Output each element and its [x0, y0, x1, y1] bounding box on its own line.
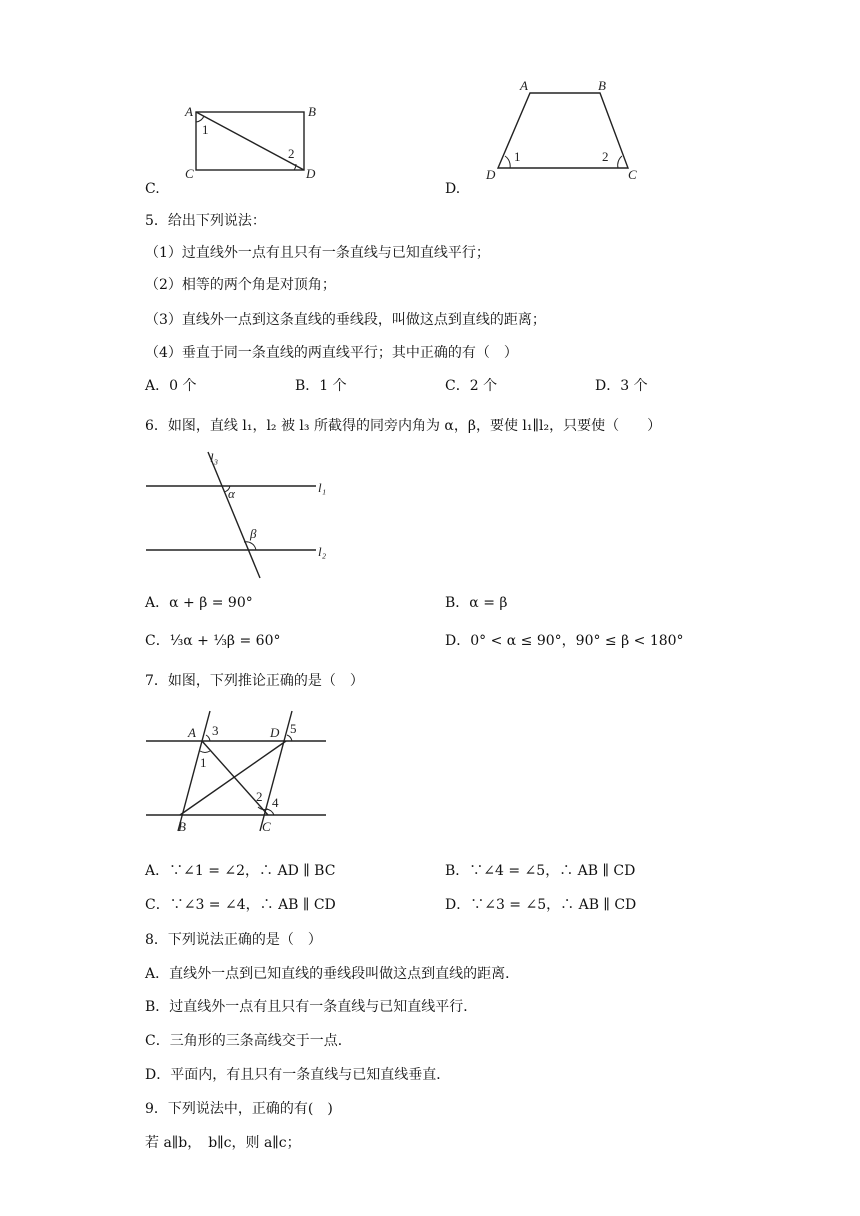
fig-d-b: B [598, 78, 606, 93]
fig7-angle-4: 4 [272, 795, 279, 810]
q6-option-c: C．⅓α + ⅓β = 60° [145, 633, 281, 649]
fig-c-d: D [306, 166, 316, 181]
fig-c-a: A [185, 104, 193, 119]
q5-option-c: C．2 个 [445, 378, 498, 394]
fig-c-c: C [185, 166, 194, 181]
fig7-angle-1: 1 [200, 755, 207, 770]
fig7-d: D [270, 725, 280, 740]
q8-option-a: A．直线外一点到已知直线的垂线段叫做这点到直线的距离． [145, 966, 520, 982]
fig6-l2: l₂ [318, 544, 327, 559]
option-d-label: D. [445, 181, 461, 197]
fig7-a: A [188, 725, 196, 740]
trapezoid-figure [480, 78, 650, 186]
q9-stem: 9．下列说法中，正确的有( ) [145, 1101, 333, 1117]
q5-stem: 5．给出下列说法： [145, 213, 266, 229]
q5-item-3: （3）直线外一点到这条直线的垂线段，叫做这点到直线的距离； [145, 312, 546, 328]
fig-c-b: B [308, 104, 316, 119]
fig7-c: C [262, 819, 271, 834]
fig-c-angle-2: 2 [288, 146, 295, 161]
fig6-l3: l₃ [210, 450, 219, 465]
fig-d-angle-2: 2 [602, 149, 609, 164]
q7-option-c: C．∵∠3 = ∠4，∴ AB ∥ CD [145, 897, 336, 913]
q8-option-c: C．三角形的三条高线交于一点． [145, 1033, 352, 1049]
fig-d-a: A [520, 78, 528, 93]
q5-option-b: B．1 个 [295, 378, 347, 394]
q6-option-b: B．α = β [445, 595, 508, 611]
q8-option-d: D．平面内，有且只有一条直线与已知直线垂直． [145, 1067, 451, 1083]
fig7-angle-3: 3 [212, 723, 219, 738]
q9-line-1: 若 a∥b， b∥c，则 a∥c； [145, 1135, 301, 1151]
fig7-angle-5: 5 [290, 721, 297, 736]
q5-option-a: A．0 个 [145, 378, 197, 394]
q5-item-1: （1）过直线外一点有且只有一条直线与已知直线平行； [145, 245, 490, 261]
q6-option-d: D．0° < α ≤ 90°，90° ≤ β < 180° [445, 633, 684, 649]
fig7-b: B [178, 819, 186, 834]
q5-item-2: （2）相等的两个角是对顶角； [145, 277, 336, 293]
q8-option-b: B．过直线外一点有且只有一条直线与已知直线平行． [145, 999, 478, 1015]
q5-option-d: D．3 个 [595, 378, 648, 394]
fig7-angle-2: 2 [256, 789, 263, 804]
option-c-label: C. [145, 181, 160, 197]
q7-option-a: A．∵∠1 = ∠2，∴ AD ∥ BC [145, 863, 336, 879]
q7-stem: 7．如图，下列推论正确的是（ ） [145, 673, 364, 689]
fig6-alpha: α [228, 486, 235, 501]
fig-d-c: C [628, 167, 637, 182]
rectangle-figure [182, 100, 322, 185]
q6-stem: 6．如图，直线 l₁，l₂ 被 l₃ 所截得的同旁内角为 α，β，要使 l₁∥l₂，只要使（ ） [145, 418, 662, 434]
fig-d-angle-1: 1 [514, 149, 521, 164]
fig6-l1: l₁ [318, 480, 327, 495]
quadrilateral-figure [140, 705, 330, 835]
q7-option-d: D．∵∠3 = ∠5，∴ AB ∥ CD [445, 897, 637, 913]
q5-item-4: （4）垂直于同一条直线的两直线平行；其中正确的有（ ） [145, 345, 518, 361]
parallel-lines-figure [140, 448, 340, 583]
fig6-beta: β [250, 526, 257, 541]
fig-c-angle-1: 1 [202, 122, 209, 137]
fig-d-d: D [486, 167, 496, 182]
q8-stem: 8．下列说法正确的是（ ） [145, 932, 322, 948]
q7-option-b: B．∵∠4 = ∠5，∴ AB ∥ CD [445, 863, 636, 879]
q6-option-a: A．α + β = 90° [145, 595, 253, 611]
